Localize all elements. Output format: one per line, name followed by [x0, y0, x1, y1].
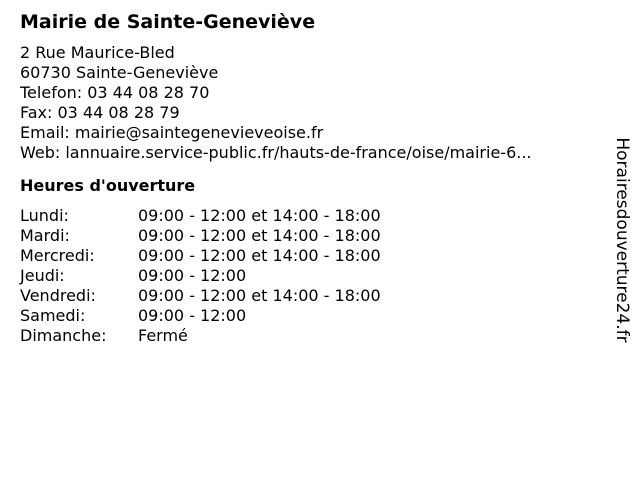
day-label: Vendredi: [20, 286, 96, 305]
phone-number: Telefon: 03 44 08 28 70 [20, 83, 210, 102]
time-value: 09:00 - 12:00 et 14:00 - 18:00 [138, 286, 381, 305]
email-address: Email: mairie@saintegenevieveoise.fr [20, 123, 324, 142]
day-label: Jeudi: [20, 266, 65, 285]
opening-hours-list [20, 206, 600, 346]
day-label: Dimanche: [20, 326, 107, 345]
time-value: 09:00 - 12:00 [138, 306, 247, 325]
place-title: Mairie de Sainte-Geneviève [20, 11, 316, 33]
hours-heading: Heures d'ouverture [20, 176, 196, 195]
hours-row-wednesday [20, 246, 600, 266]
time-value: 09:00 - 12:00 [138, 266, 247, 285]
time-value: Fermé [138, 326, 188, 345]
time-value: 09:00 - 12:00 et 14:00 - 18:00 [138, 226, 381, 245]
time-value: 09:00 - 12:00 et 14:00 - 18:00 [138, 246, 381, 265]
day-label: Mercredi: [20, 246, 95, 265]
place-card [20, 10, 600, 346]
hours-row-monday [20, 206, 600, 226]
fax-number: Fax: 03 44 08 28 79 [20, 103, 180, 122]
day-label: Mardi: [20, 226, 70, 245]
time-value: 09:00 - 12:00 et 14:00 - 18:00 [138, 206, 381, 225]
hours-row-friday [20, 286, 600, 306]
hours-row-thursday [20, 266, 600, 286]
contact-block [20, 43, 600, 163]
city-address: 60730 Sainte-Geneviève [20, 63, 219, 82]
day-label: Lundi: [20, 206, 69, 225]
site-watermark: Horairesdouverture24.fr [612, 137, 632, 343]
street-address: 2 Rue Maurice-Bled [20, 43, 175, 62]
hours-row-saturday [20, 306, 600, 326]
hours-row-sunday [20, 326, 600, 346]
hours-row-tuesday [20, 226, 600, 246]
day-label: Samedi: [20, 306, 86, 325]
website-link: Web: lannuaire.service-public.fr/hauts-de-france/oise/mairie-6... [20, 143, 532, 162]
